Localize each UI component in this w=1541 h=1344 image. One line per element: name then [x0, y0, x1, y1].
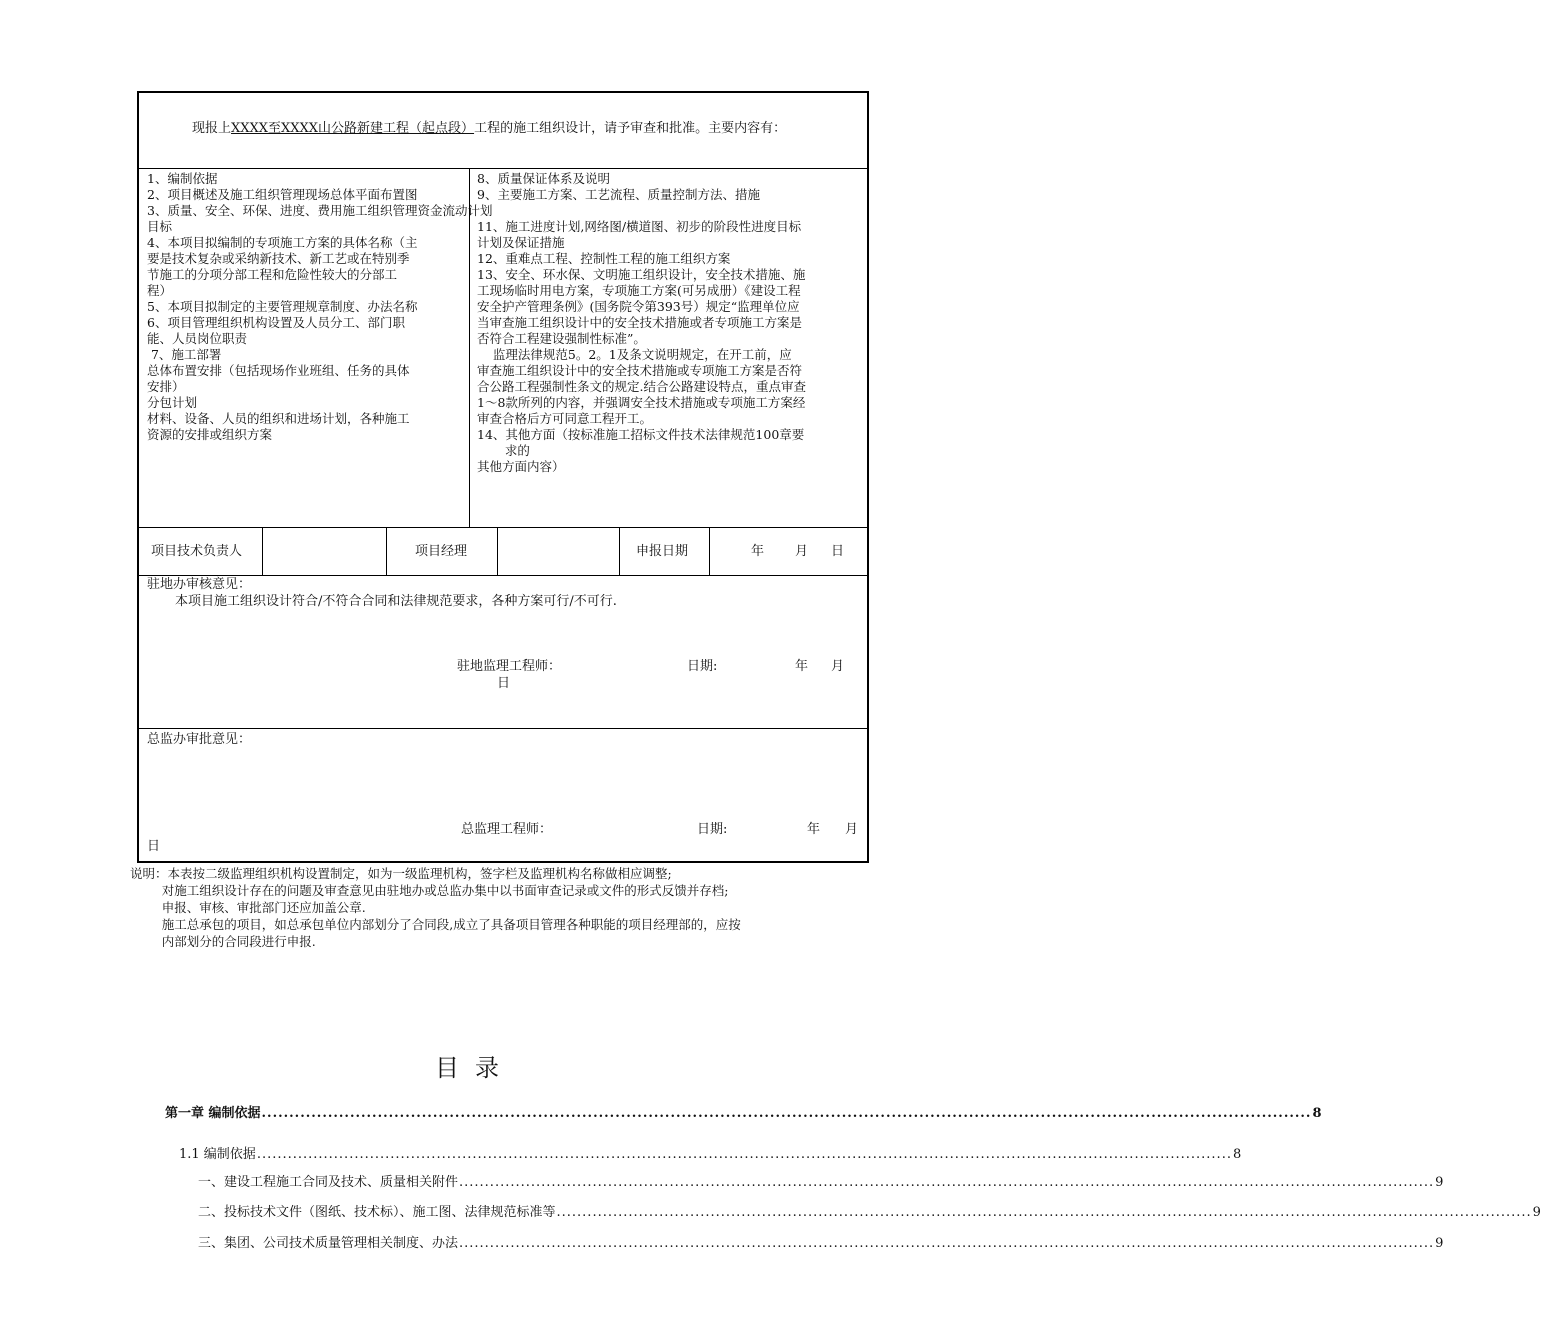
- content-item: [477, 203, 867, 219]
- toc-page: 8: [1232, 1147, 1242, 1162]
- contents-left-list: [147, 171, 493, 443]
- content-item: 工现场临时用电方案，专项施工方案(可另成册）《建设工程: [477, 283, 801, 298]
- chief-review-title: 总监办审批意见：: [147, 732, 252, 747]
- content-item: 6、项目管理组织机构设置及人员分工、部门职: [147, 315, 405, 330]
- content-item: 安全护产管理条例》(国务院令第393号）规定“监理单位应: [477, 299, 800, 314]
- site-engineer-label: 驻地监理工程师：: [457, 659, 562, 674]
- toc-entry[interactable]: 三、集团、公司技术质量管理相关制度、办法 .............................................................................................................................................................................................. 9: [198, 1236, 1444, 1251]
- toc-title: 目录: [435, 1054, 515, 1082]
- month-label: 月: [795, 544, 809, 559]
- toc-page: 9: [1435, 1175, 1444, 1190]
- pm-label: 项目经理: [415, 544, 468, 559]
- content-item: 合公路工程强制性条文的规定.结合公路建设特点，重点审查: [477, 379, 806, 394]
- content-item: 14、其他方面（按标准施工招标文件技术法律规范100章要: [477, 427, 805, 442]
- site-date-label: 日期:: [687, 659, 718, 674]
- note-line: 施工总承包的项目，如总承包单位内部划分了合同段,成立了具备项目管理各种职能的项目经理部的，应按: [130, 917, 741, 932]
- content-item: 2、项目概述及施工组织管理现场总体平面布置图: [147, 187, 418, 202]
- divider: [139, 527, 867, 528]
- content-item: 11、施工进度计划,网络图/横道图、初步的阶段性进度目标: [477, 219, 802, 234]
- form-intro: 现报上XXXX至XXXX山公路新建工程（起点段）工程的施工组织设计，请予审查和批准。主要内容有：: [192, 121, 787, 136]
- content-item: 求的: [477, 443, 530, 458]
- divider: [139, 575, 867, 576]
- toc-entry[interactable]: 第一章 编制依据 .............................................................................................................................................................................................. 8: [165, 1106, 1322, 1121]
- content-item: 审查施工组织设计中的安全技术措施或专项施工方案是否符: [477, 363, 803, 378]
- content-item: 当审查施工组织设计中的安全技术措施或者专项施工方案是: [477, 315, 803, 330]
- content-item: 总体布置安排（包括现场作业班组、任务的具体: [147, 363, 410, 378]
- site-review-title: 驻地办审核意见：: [147, 577, 252, 592]
- content-item: 计划及保证措施: [477, 235, 565, 250]
- toc-page: 8: [1312, 1106, 1322, 1121]
- note-line: 内部划分的合同段进行申报.: [130, 934, 316, 949]
- content-item: 目标: [147, 219, 173, 234]
- column-divider: [469, 168, 470, 527]
- note-line: 申报、审核、审批部门还应加盖公章.: [130, 900, 366, 915]
- site-review-body: 本项目施工组织设计符合/不符合合同和法律规范要求，各种方案可行/不可行.: [175, 594, 617, 609]
- day-label: 日: [831, 544, 845, 559]
- chief-date-label: 日期:: [697, 822, 728, 837]
- content-item: 否符合工程建设强制性标准”。: [477, 331, 646, 346]
- content-item: 分包计划: [147, 395, 198, 410]
- content-item: 其他方面内容）: [477, 459, 565, 474]
- content-item: 1～8款所列的内容，并强调安全技术措施或专项施工方案经: [477, 395, 806, 410]
- content-item: 4、本项目拟编制的专项施工方案的具体名称（主: [147, 235, 418, 250]
- tech-lead-label: 项目技术负责人: [151, 544, 243, 559]
- note-line: 对施工组织设计存在的问题及审查意见由驻地办或总监办集中以书面审查记录或文件的形式反馈并存档;: [130, 883, 729, 898]
- divider: [139, 168, 867, 169]
- content-item: 资源的安排或组织方案: [147, 427, 273, 442]
- note-line: 说明：本表按二级监理组织机构设置制定，如为一级监理机构，签字栏及监理机构名称做相应调整;: [130, 866, 672, 881]
- date-label: 申报日期: [636, 544, 689, 559]
- notes: [130, 865, 741, 950]
- content-item: 安排）: [147, 379, 185, 394]
- divider: [139, 728, 867, 729]
- approval-form: 现报上XXXX至XXXX山公路新建工程（起点段）工程的施工组织设计，请予审查和批准。主要内容有： 1、编制依据 2、项目概述及施工组织管理现场总体平面布置图 3、质量、安全、环保、进度、费用施工组织管理资金流动计划 目标 4、本项目拟编制的专项施工方案的具体名称（主 要是技术复杂或采纳新技术、新工艺或在特别季 节施工的分项分部工程和危险性较大的分部工 程） 5、本项目拟制定的主要管理规章制度、办法名称 6、项目管理组织机构设置及人员分工、部门职 能、人员岗位职责 7、施工部署 总体布置安排（包括现场作业班组、任务的具体 安排） 分包计划 材料、设备、人员的组织和进场计划，各种施工 资源的安排或组织方案 8、质量保证体系及说明 9、主要施工方案、工艺流程、质量控制方法、措施 11、施工进度计划,网络图/横道图、初步的阶段性进度目标 计划及保证措施 12、重难点工程、控制性工程的施工组织方案 13、安全、环水保、文明施工组织设计，安全技术措施、施 工现场临时用电方案，专项施工方案(可另成册）《建设工程 安全护产管理条例》(国务院令第393号）规定“监理单位应 当审查施工组织设计中的安全技术措施或者专项施工方案是 否符合工程建设强制性标准”。 监理法律规范5。2。1及条文说明规定，在开工前，应 审查施工组织设计中的安全技术措施或专项施工方案是否符 合公路工程强制性条文的规定.结合公路建设特点，重点审查 1～8款所列的内容，并强调安全技术措施或专项施工方案经 审查合格后方可同意工程开工。 14、其他方面（按标准施工招标文件技术法律规范100章要 求的 其他方面内容） 项目技术负责人 项目经理 申报日期 年 月 日 驻地办审核意见： 本项目施工组织设计符合/不符合合同和法律规范要求，各种方案可行/不可行. 驻地监理工程师： 日期: 年 月 日 总监办审批意见： 总监理工程师： 日期: 年 月 日: [137, 91, 869, 863]
- project-name: XXXX至XXXX山公路新建工程（起点段）: [231, 121, 475, 136]
- toc-entry[interactable]: 一、建设工程施工合同及技术、质量相关附件 .............................................................................................................................................................................................. 9: [198, 1175, 1444, 1190]
- content-item: 程）: [147, 283, 173, 298]
- content-item: 要是技术复杂或采纳新技术、新工艺或在特别季: [147, 251, 410, 266]
- content-item: 12、重难点工程、控制性工程的施工组织方案: [477, 251, 731, 266]
- content-item: 材料、设备、人员的组织和进场计划，各种施工: [147, 411, 410, 426]
- content-item: 能、人员岗位职责: [147, 331, 248, 346]
- content-item: 8、质量保证体系及说明: [477, 171, 610, 186]
- content-item: 7、施工部署: [147, 347, 222, 362]
- toc-page: 9: [1435, 1236, 1444, 1251]
- content-item: 1、编制依据: [147, 171, 218, 186]
- toc-entry[interactable]: 1.1 编制依据 .............................................................................................................................................................................................. 8: [179, 1147, 1242, 1162]
- content-item: 审查合格后方可同意工程开工。: [477, 411, 653, 426]
- toc-entry[interactable]: 二、投标技术文件（图纸、技术标）、施工图、法律规范标准等 .............................................................................................................................................................................................. 9: [198, 1205, 1541, 1220]
- content-item: 9、主要施工方案、工艺流程、质量控制方法、措施: [477, 187, 760, 202]
- toc-page: 9: [1532, 1205, 1541, 1220]
- chief-engineer-label: 总监理工程师：: [461, 822, 553, 837]
- content-item: 13、安全、环水保、文明施工组织设计，安全技术措施、施: [477, 267, 806, 282]
- content-item: 5、本项目拟制定的主要管理规章制度、办法名称: [147, 299, 418, 314]
- year-label: 年: [751, 544, 765, 559]
- content-item: 3、质量、安全、环保、进度、费用施工组织管理资金流动计划: [147, 203, 493, 218]
- content-item: 节施工的分项分部工程和危险性较大的分部工: [147, 267, 398, 282]
- content-item: 监理法律规范5。2。1及条文说明规定，在开工前，应: [477, 347, 792, 362]
- contents-right-list: [477, 171, 867, 475]
